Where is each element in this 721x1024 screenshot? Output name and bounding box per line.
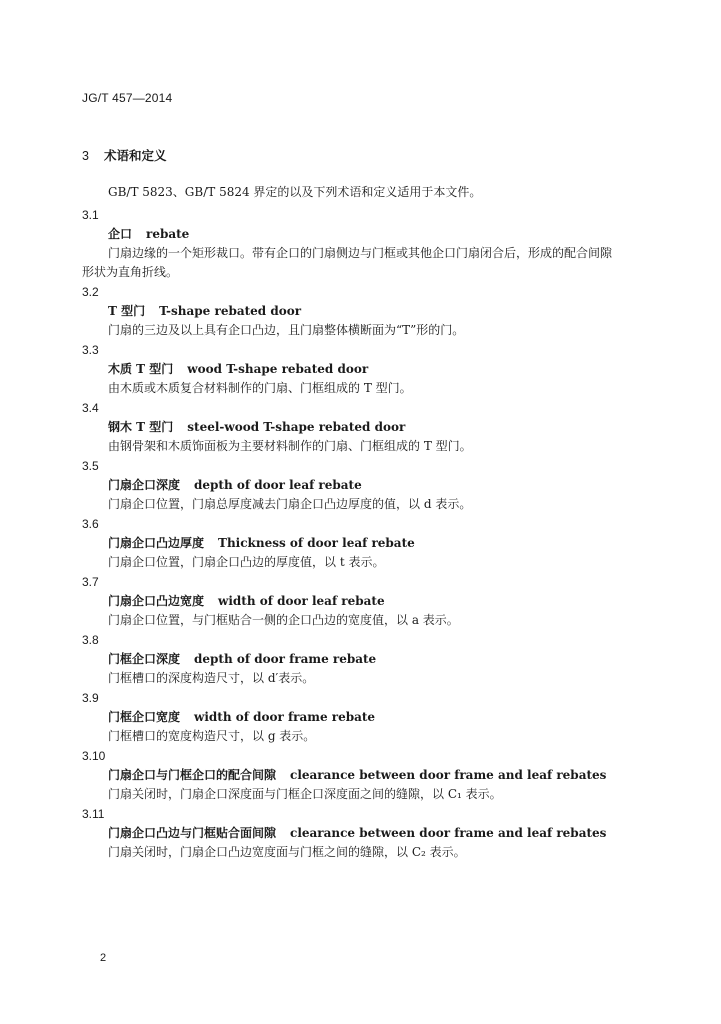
term-number: 3.3: [82, 343, 99, 357]
term-title: [82, 302, 672, 321]
term-title: [82, 708, 672, 727]
standard-code-header: JG/T 457—2014: [82, 91, 173, 105]
term-title: [82, 360, 672, 379]
intro-paragraph: GB/T 5823、GB/T 5824 界定的以及下列术语和定义适用于本文件。: [108, 185, 482, 199]
term-title: [82, 650, 672, 669]
term-chinese: 门扇企口与门框企口的配合间隙: [108, 768, 277, 782]
term-title: [82, 766, 672, 785]
term-chinese: 企口: [108, 227, 133, 241]
term-definition: 由钢骨架和木质饰面板为主要材料制作的门扇、门框组成的 T 型门。: [108, 439, 472, 453]
term-definition: 门框槽口的宽度构造尺寸，以 g 表示。: [108, 729, 316, 743]
term-chinese: 门扇企口凸边与门框贴合面间隙: [108, 826, 277, 840]
term-definition: 门扇边缘的一个矩形裁口。带有企口的门扇侧边与门框或其他企口门扇闭合后，形成的配合间隙: [108, 246, 613, 260]
term-definition: 门扇关闭时，门扇企口深度面与门框企口深度面之间的缝隙，以 C₁ 表示。: [108, 787, 502, 801]
term-english: clearance between door frame and leaf rebates: [290, 768, 607, 782]
term-number: 3.2: [82, 285, 99, 299]
term-english: steel-wood T-shape rebated door: [187, 420, 406, 434]
term-english: depth of door leaf rebate: [194, 478, 362, 492]
term-definition: 门扇的三边及以上具有企口凸边，且门扇整体横断面为“T”形的门。: [108, 323, 465, 337]
term-entry: [82, 688, 672, 746]
term-entry: [82, 340, 672, 398]
term-chinese: T 型门: [108, 304, 146, 318]
terms-list: [82, 205, 672, 862]
term-entry: [82, 282, 672, 340]
section-title-text: 术语和定义: [104, 148, 167, 163]
page-number: 2: [100, 952, 107, 964]
term-number: 3.10: [82, 749, 106, 763]
term-title: [82, 534, 672, 553]
term-chinese: 木质 T 型门: [108, 362, 174, 376]
term-chinese: 门扇企口凸边厚度: [108, 536, 205, 550]
term-number: 3.8: [82, 633, 99, 647]
term-english: width of door frame rebate: [194, 710, 376, 724]
term-chinese: 门框企口深度: [108, 652, 181, 666]
term-entry: [82, 572, 672, 630]
term-number: 3.6: [82, 517, 99, 531]
term-entry: [82, 398, 672, 456]
term-definition: 门扇企口位置，门扇企口凸边的厚度值，以 t 表示。: [108, 555, 385, 569]
term-definition: 门扇关闭时，门扇企口凸边宽度面与门框之间的缝隙，以 C₂ 表示。: [108, 845, 466, 859]
term-number: 3.4: [82, 401, 99, 415]
term-entry: [82, 630, 672, 688]
term-number: 3.1: [82, 208, 99, 222]
term-number: 3.7: [82, 575, 99, 589]
term-english: Thickness of door leaf rebate: [218, 536, 415, 550]
term-english: depth of door frame rebate: [194, 652, 377, 666]
term-number: 3.5: [82, 459, 99, 473]
term-english: T-shape rebated door: [159, 304, 302, 318]
term-entry: [82, 514, 672, 572]
term-entry: [82, 205, 672, 282]
term-english: wood T-shape rebated door: [187, 362, 369, 376]
term-english: width of door leaf rebate: [218, 594, 385, 608]
term-chinese: 门框企口宽度: [108, 710, 181, 724]
term-title: [82, 592, 672, 611]
term-number: 3.9: [82, 691, 99, 705]
term-chinese: 门扇企口深度: [108, 478, 181, 492]
term-definition: 门扇企口位置，门扇总厚度减去门扇企口凸边厚度的值，以 d 表示。: [108, 497, 472, 511]
term-definition-continued: 形状为直角折线。: [82, 265, 179, 279]
term-title: [82, 476, 672, 495]
section-number: 3: [82, 149, 89, 163]
term-entry: [82, 804, 672, 862]
term-chinese: 门扇企口凸边宽度: [108, 594, 205, 608]
term-definition: 由木质或木质复合材料制作的门扇、门框组成的 T 型门。: [108, 381, 412, 395]
term-title: [82, 225, 672, 244]
term-definition: 门扇企口位置，与门框贴合一侧的企口凸边的宽度值，以 a 表示。: [108, 613, 459, 627]
term-title: [82, 824, 672, 843]
term-title: [82, 418, 672, 437]
section-heading: [82, 146, 167, 164]
term-number: 3.11: [82, 807, 105, 821]
term-entry: [82, 746, 672, 804]
term-english: clearance between door frame and leaf rebates: [290, 826, 607, 840]
term-english: rebate: [146, 227, 190, 241]
term-entry: [82, 456, 672, 514]
term-chinese: 钢木 T 型门: [108, 420, 174, 434]
term-definition: 门框槽口的深度构造尺寸，以 d′表示。: [108, 671, 315, 685]
